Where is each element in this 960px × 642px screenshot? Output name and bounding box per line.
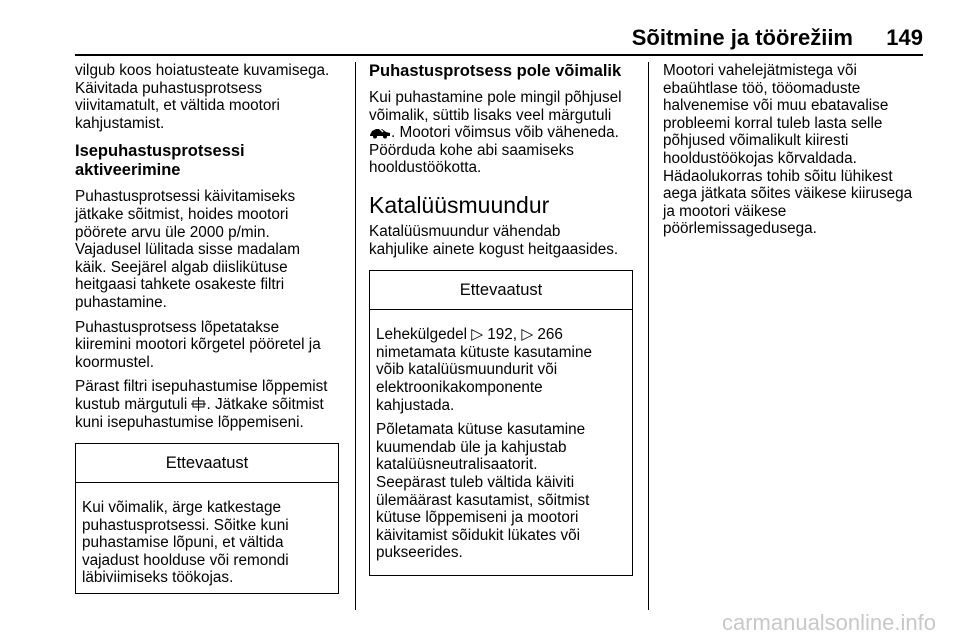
section-title-catalytic-converter: Katalüüsmuundur [369, 191, 550, 218]
paragraph: Katalüüsmuundur vähendab kahjulike ainete kogust heitgaasides. [369, 222, 619, 258]
column-divider [355, 62, 356, 610]
page-reference-link[interactable]: 192, [487, 326, 518, 344]
caution-box [75, 443, 339, 594]
page-ref-arrow-icon: ▷ [471, 326, 484, 344]
caution-text: Lehekülgedel ▷ 192, ▷ 266 nimetamata kütuste kasutamine võib katalüüsmuundurit või elektroonikakomponente kahjustada. Põletamata kütuse kasutamine kuumendab üle ja kahjustab katalüüsneutralisaatorit. Seepärast tuleb vältida käiviti ülemäärast kasutamist, sõitmist kütuse lõppemiseni ja mootori käivitamist sõidukit lükates või pukseerides. [376, 326, 592, 562]
paragraph: Puhastusprotsessi käivitamiseks jätkake sõitmist, hoides mootori pöörete arvu üle 2000 p/min. Vajadusel lülitada sisse madalam käik. Seejärel algab diislikütuse heitgaasi tahkete osakeste filtri puhastamine. [75, 188, 301, 311]
column-divider [648, 62, 649, 610]
page-number: 149 [886, 25, 923, 50]
column-left [75, 62, 343, 594]
column-middle [369, 62, 637, 576]
service-vehicle-icon [369, 126, 391, 139]
page-reference-link[interactable]: 266 [537, 326, 563, 344]
caution-title: Ettevaatust [76, 444, 338, 483]
section-heading-activation: Isepuhastusprotsessi aktiveerimine [75, 142, 245, 180]
caution-text: Kui võimalik, ärge katkestage puhastusprotsessi. Sõitke kuni puhastamise lõpuni, et vältida vajadust hoolduse või remondi läbiviimiseks töökojas. [82, 499, 289, 587]
paragraph: Kui puhastamine pole mingil põhjusel võimalik, süttib lisaks veel märgutuli . Mootori võimsus võib väheneda. Pöörduda kohe abi saamiseks hooldustöökotta. [369, 89, 622, 177]
intro-paragraph: vilgub koos hoiatusteate kuvamisega. Käivitada puhastusprotsess viivitamatult, et vältida mootori kahjustamist. [75, 62, 330, 132]
page-ref-arrow-icon: ▷ [521, 326, 534, 344]
column-right [663, 62, 931, 245]
paragraph: Puhastusprotsess lõpetatakse kiiremini mootori kõrgetel pööretel ja koormustel. [75, 318, 321, 371]
particle-filter-warning-icon [191, 397, 206, 411]
paragraph: Mootori vahelejätmistega või ebaühtlase töö, tööomaduste halvenemise või muu ebatavalise probleemi korral tuleb lasta selle põhjused võimalikult kiiresti hooldustöökojas kõrvaldada. Hädaolukorras tohib sõitu lühikest aega jätkata sõites väikese kiirusega ja mootori väikese pöörlemissagedusega. [663, 62, 913, 238]
header-rule [75, 54, 923, 56]
page-header [75, 23, 923, 53]
watermark-logo: carmanualsonline.info [721, 610, 936, 635]
section-heading-not-possible: Puhastusprotsess pole võimalik [369, 62, 622, 80]
caution-box [369, 270, 633, 576]
caution-title: Ettevaatust [370, 271, 632, 310]
header-title: Sõitmine ja töörežiim [631, 25, 853, 50]
paragraph: Pärast filtri isepuhastumise lõppemist kustub märgutuli . Jätkake sõitmist kuni isepuhastumise lõppemiseni. [75, 378, 328, 431]
